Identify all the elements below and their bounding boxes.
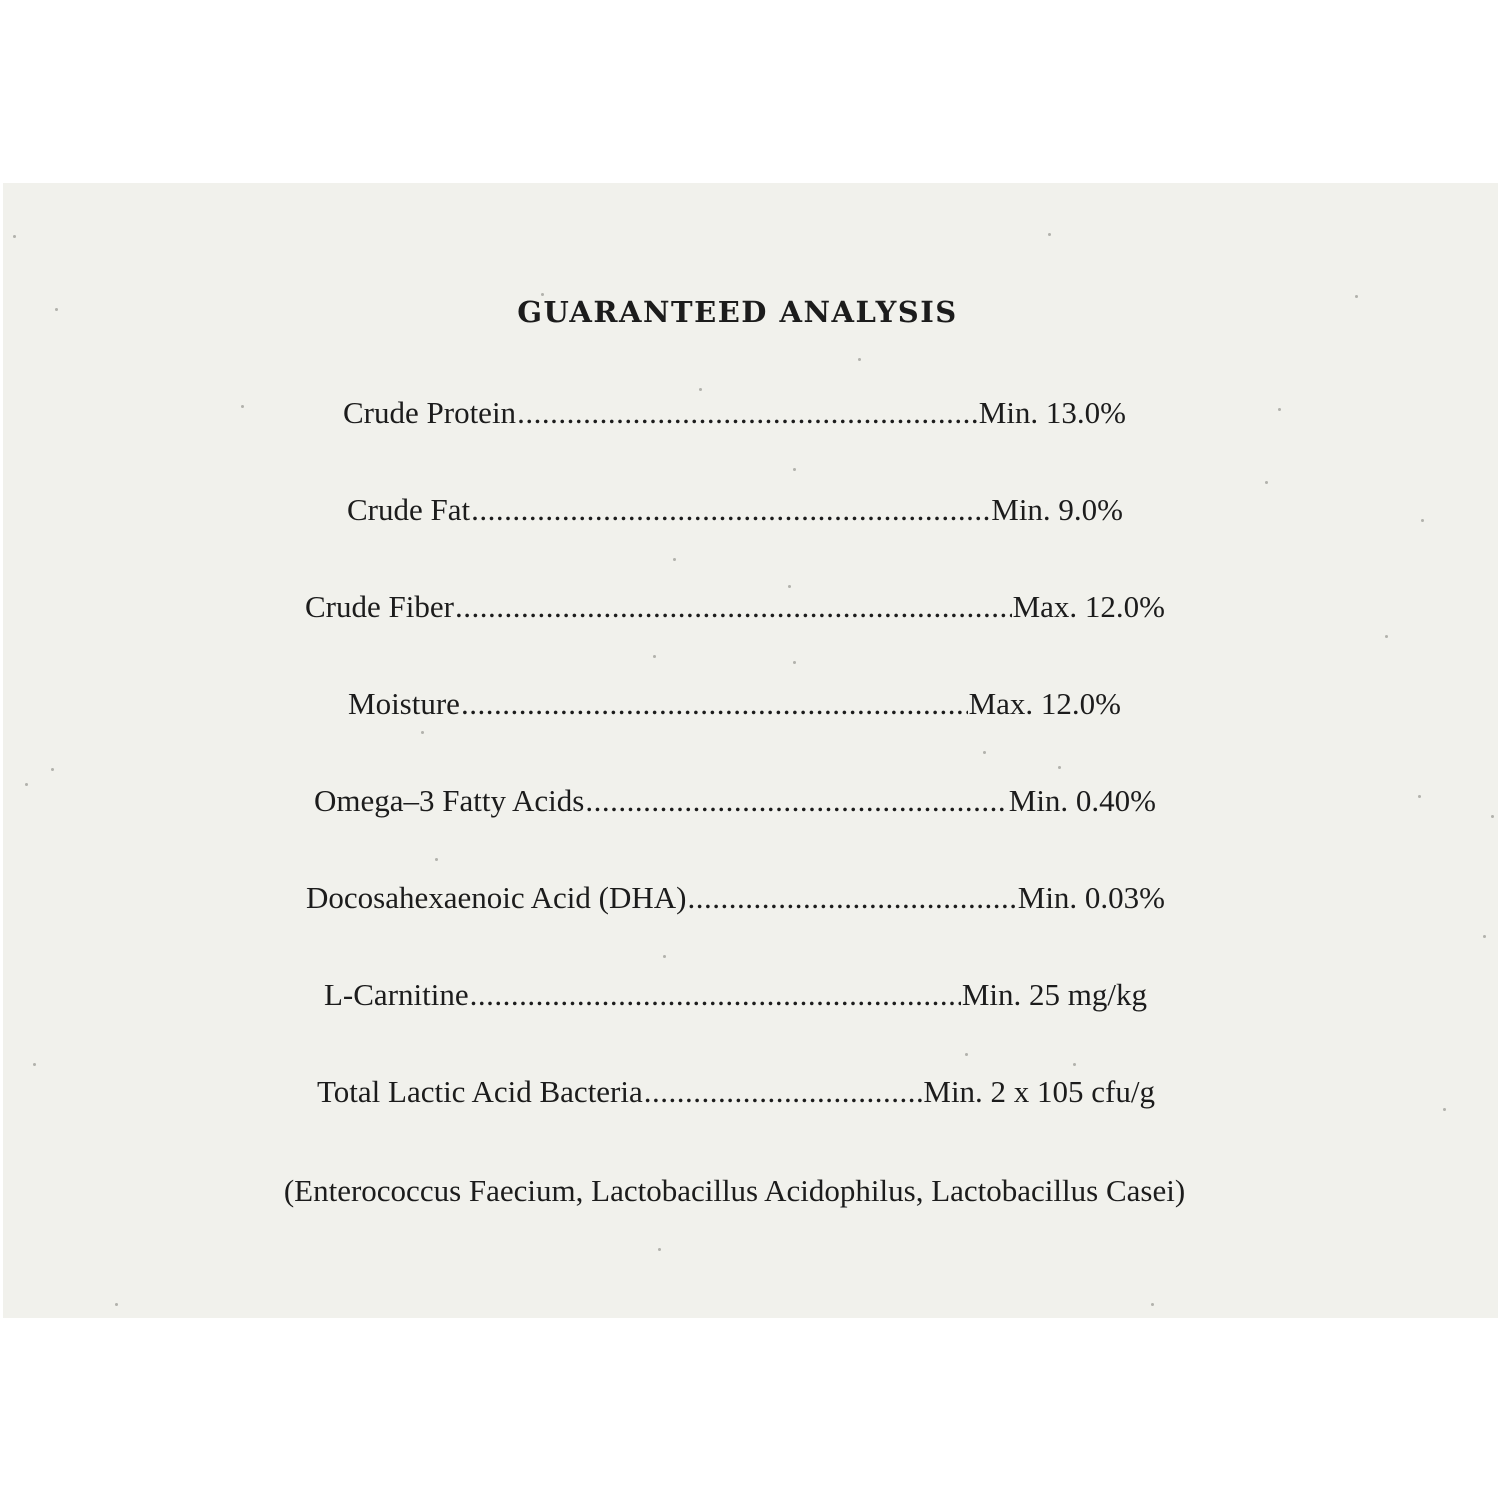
paper-speck bbox=[653, 655, 656, 658]
paper-speck bbox=[1418, 795, 1421, 798]
paper-speck bbox=[421, 731, 424, 734]
analysis-row-crude-fiber bbox=[305, 589, 1165, 625]
analysis-row-l-carnitine bbox=[324, 977, 1147, 1013]
paper-speck bbox=[983, 751, 986, 754]
row-value: Min. 13.0% bbox=[978, 395, 1126, 430]
paper-speck bbox=[673, 558, 676, 561]
row-value: Min. 9.0% bbox=[991, 492, 1123, 527]
row-label: Crude Fiber bbox=[305, 589, 454, 624]
row-value: Min. 0.03% bbox=[1017, 880, 1165, 915]
paper-speck bbox=[435, 858, 438, 861]
analysis-row-omega-3 bbox=[314, 783, 1156, 819]
row-label: Crude Protein bbox=[343, 395, 517, 430]
paper-speck bbox=[1278, 408, 1281, 411]
paper-speck bbox=[25, 783, 28, 786]
row-label: Moisture bbox=[348, 686, 460, 721]
analysis-row-lactic-acid-bacteria bbox=[317, 1074, 1155, 1110]
dot-leader bbox=[687, 880, 1016, 916]
row-label: Docosahexaenoic Acid (DHA) bbox=[306, 880, 687, 915]
paper-speck bbox=[241, 405, 244, 408]
paper-speck bbox=[965, 1053, 968, 1056]
paper-speck bbox=[13, 235, 16, 238]
paper-speck bbox=[793, 661, 796, 664]
analysis-row-moisture bbox=[348, 686, 1121, 722]
paper-speck bbox=[658, 1248, 661, 1251]
dot-leader bbox=[455, 589, 1012, 625]
paper-speck bbox=[793, 468, 796, 471]
paper-speck bbox=[1073, 1063, 1076, 1066]
row-value: Min. 2 x 105 cfu/g bbox=[923, 1074, 1155, 1109]
analysis-panel bbox=[3, 183, 1498, 1318]
row-value: Max. 12.0% bbox=[1012, 589, 1165, 624]
bacteria-footnote: (Enterococcus Faecium, Lactobacillus Acidophilus, Lactobacillus Casei) bbox=[283, 1173, 1186, 1208]
dot-leader bbox=[461, 686, 968, 722]
row-label: Total Lactic Acid Bacteria bbox=[317, 1074, 643, 1109]
paper-speck bbox=[115, 1303, 118, 1306]
paper-speck bbox=[858, 358, 861, 361]
paper-speck bbox=[1265, 481, 1268, 484]
row-label: Crude Fat bbox=[347, 492, 471, 527]
paper-speck bbox=[1483, 935, 1486, 938]
dot-leader bbox=[517, 395, 978, 431]
paper-speck bbox=[1443, 1108, 1446, 1111]
paper-speck bbox=[1421, 519, 1424, 522]
paper-speck bbox=[788, 585, 791, 588]
paper-speck bbox=[1048, 233, 1051, 236]
paper-speck bbox=[51, 768, 54, 771]
page-title: GUARANTEED ANALYSIS bbox=[517, 295, 958, 329]
row-value: Min. 0.40% bbox=[1008, 783, 1156, 818]
paper-speck bbox=[1058, 766, 1061, 769]
analysis-row-crude-fat bbox=[347, 492, 1123, 528]
paper-speck bbox=[1385, 635, 1388, 638]
dot-leader bbox=[644, 1074, 923, 1110]
paper-speck bbox=[663, 955, 666, 958]
paper-speck bbox=[1491, 815, 1494, 818]
paper-speck bbox=[1151, 1303, 1154, 1306]
analysis-row-dha bbox=[306, 880, 1165, 916]
row-value: Max. 12.0% bbox=[968, 686, 1121, 721]
row-label: L-Carnitine bbox=[324, 977, 469, 1012]
row-value: Min. 25 mg/kg bbox=[961, 977, 1147, 1012]
dot-leader bbox=[585, 783, 1007, 819]
dot-leader bbox=[471, 492, 990, 528]
paper-speck bbox=[33, 1063, 36, 1066]
analysis-row-crude-protein bbox=[343, 395, 1126, 431]
dot-leader bbox=[470, 977, 961, 1013]
row-label: Omega–3 Fatty Acids bbox=[314, 783, 585, 818]
paper-speck bbox=[699, 388, 702, 391]
